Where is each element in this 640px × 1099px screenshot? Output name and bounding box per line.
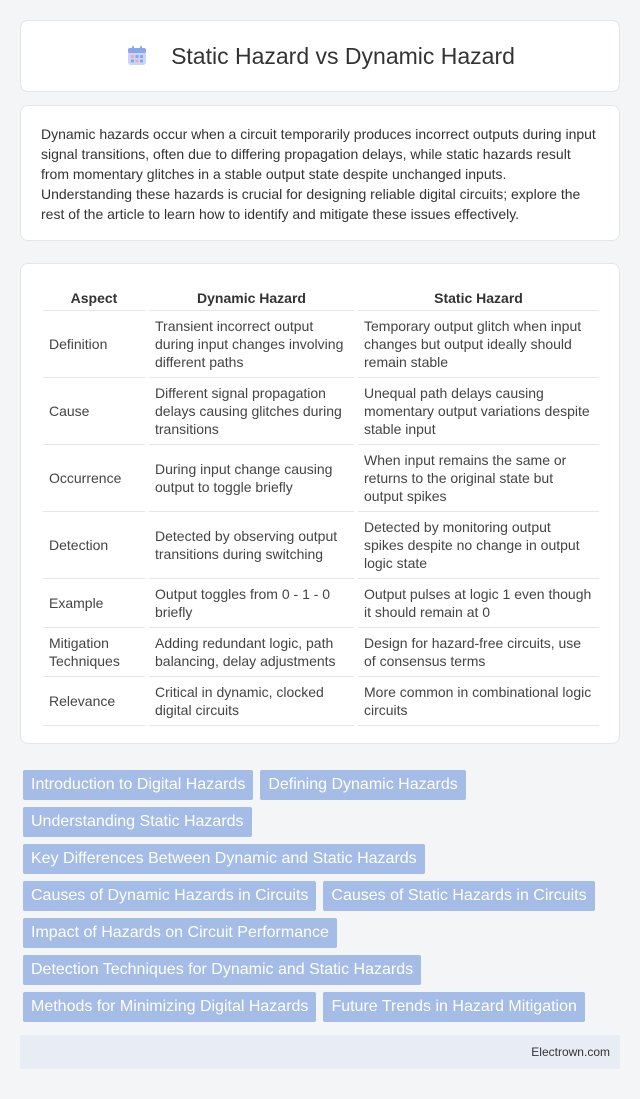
topic-link[interactable]: Impact of Hazards on Circuit Performance (23, 918, 337, 948)
table-row (43, 627, 599, 676)
table-row (43, 444, 599, 511)
column-header-dynamic: Dynamic Hazard (147, 284, 356, 310)
column-header-aspect: Aspect (43, 284, 147, 310)
topic-link[interactable]: Understanding Static Hazards (23, 807, 252, 837)
table-row (43, 511, 599, 578)
calendar-grid-icon (125, 44, 149, 68)
table-cell-static: Output pulses at logic 1 even though it should remain at 0 (356, 578, 599, 627)
table-cell-static: Design for hazard-free circuits, use of consensus terms (356, 627, 599, 676)
table-cell-static: Temporary output glitch when input changes but output ideally should remain stable (356, 310, 599, 377)
table-cell-dynamic: Critical in dynamic, clocked digital circuits (147, 676, 356, 725)
link-row (23, 918, 623, 955)
topic-link[interactable]: Causes of Static Hazards in Circuits (323, 881, 594, 911)
table-cell-aspect: Occurrence (43, 444, 147, 511)
topic-link[interactable]: Introduction to Digital Hazards (23, 770, 253, 800)
comparison-table (43, 284, 599, 726)
table-cell-aspect: Relevance (43, 676, 147, 725)
table-cell-dynamic: Adding redundant logic, path balancing, delay adjustments (147, 627, 356, 676)
intro-paragraph: Dynamic hazards occur when a circuit temporarily produces incorrect outputs during input signal transitions, often due to differing propagation delays, while static hazards result from momentary glitches in a stable output state despite unchanged inputs. Understanding these hazards is crucial for designing reliable digital circuits; explore the rest of the article to learn how to identify and mitigate these issues effectively. (41, 126, 596, 222)
title-wrap (125, 43, 515, 70)
table-cell-dynamic: Detected by observing output transitions during switching (147, 511, 356, 578)
table-cell-static: Detected by monitoring output spikes despite no change in output logic state (356, 511, 599, 578)
table-cell-dynamic: During input change causing output to toggle briefly (147, 444, 356, 511)
page-title: Static Hazard vs Dynamic Hazard (171, 42, 515, 69)
table-row (43, 310, 599, 377)
topic-links (23, 770, 623, 1029)
intro-card (20, 105, 620, 241)
table-row (43, 676, 599, 725)
topic-link[interactable]: Future Trends in Hazard Mitigation (323, 992, 584, 1022)
topic-link[interactable]: Methods for Minimizing Digital Hazards (23, 992, 316, 1022)
footer (20, 1035, 620, 1069)
table-cell-static: More common in combinational logic circuits (356, 676, 599, 725)
table-cell-static: When input remains the same or returns to the original state but output spikes (356, 444, 599, 511)
link-row (23, 844, 623, 881)
link-row (23, 881, 623, 918)
table-header-row (43, 284, 599, 310)
table-row (43, 377, 599, 444)
table-cell-aspect: Definition (43, 310, 147, 377)
table-cell-static: Unequal path delays causing momentary output variations despite stable input (356, 377, 599, 444)
topic-link[interactable]: Detection Techniques for Dynamic and Static Hazards (23, 955, 421, 985)
footer-site-name: Electrown.com (531, 1045, 610, 1059)
table-cell-dynamic: Output toggles from 0 - 1 - 0 briefly (147, 578, 356, 627)
link-row (23, 992, 623, 1029)
link-row (23, 807, 623, 844)
table-cell-dynamic: Different signal propagation delays causing glitches during transitions (147, 377, 356, 444)
link-row (23, 955, 623, 992)
topic-link[interactable]: Key Differences Between Dynamic and Static Hazards (23, 844, 425, 874)
table-cell-aspect: Mitigation Techniques (43, 627, 147, 676)
topic-link[interactable]: Causes of Dynamic Hazards in Circuits (23, 881, 316, 911)
table-cell-aspect: Example (43, 578, 147, 627)
table-row (43, 578, 599, 627)
link-row (23, 770, 623, 807)
column-header-static: Static Hazard (356, 284, 599, 310)
table-cell-dynamic: Transient incorrect output during input changes involving different paths (147, 310, 356, 377)
header-card (20, 20, 620, 92)
topic-link[interactable]: Defining Dynamic Hazards (260, 770, 465, 800)
comparison-table-card (20, 263, 620, 744)
table-cell-aspect: Detection (43, 511, 147, 578)
table-cell-aspect: Cause (43, 377, 147, 444)
